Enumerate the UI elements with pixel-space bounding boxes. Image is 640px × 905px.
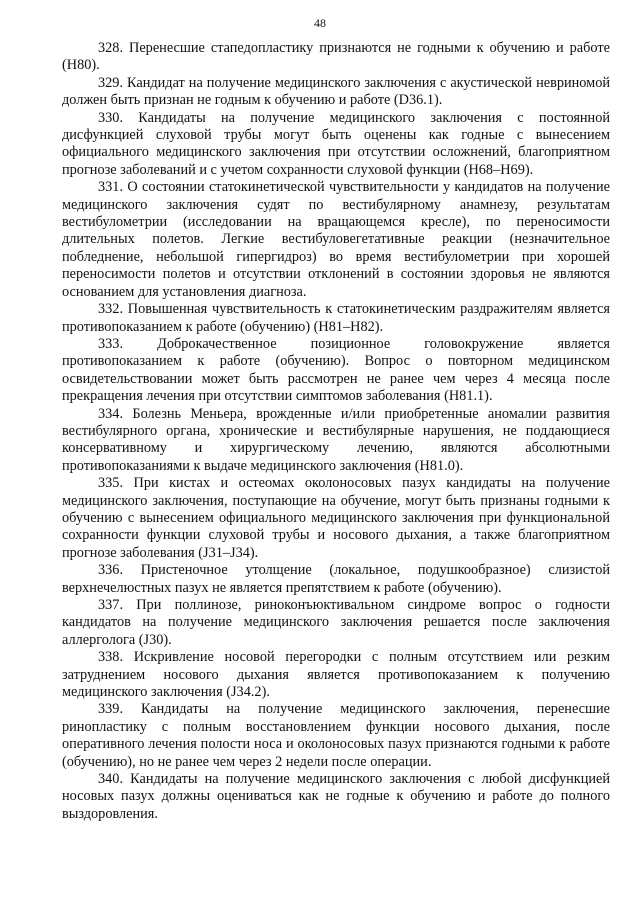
paragraph-331: 331. О состоянии статокинетической чувствительности у кандидатов на получение медицинского заключения судят по вестибулярному анамнезу, результатам вестибулометрии (исследовании на вращающемся кресле), по переносимости длительных полетов. Легкие вестибуловегетативные реакции (незначительное побледнение, небольшой гипергидроз) во время вестибулометрии при хорошей переносимости полетов и отсутствии отклонений в состоянии здоровья не являются основанием для установления диагноза. bbox=[62, 179, 610, 300]
page-number: 48 bbox=[314, 16, 326, 30]
paragraph-339: 339. Кандидаты на получение медицинского заключения, перенесшие ринопластику с полным восстановлением функции носового дыхания, после оперативного лечения полости носа и околоносовых пазух признаются годными к работе (обучению), но не ранее чем через 2 недели после операции. bbox=[62, 701, 610, 770]
paragraph-328: 328. Перенесшие стапедопластику признаются не годными к обучению и работе (H80). bbox=[62, 40, 610, 74]
paragraph-335: 335. При кистах и остеомах околоносовых пазух кандидаты на получение медицинского заключения, поступающие на обучение, могут быть признаны годными к обучению с вынесением официального медицинского заключения при функциональной сохранности функции слуховой трубы и носового дыхания, а также благоприятном прогнозе заболевания (J31–J34). bbox=[62, 475, 610, 561]
paragraph-330: 330. Кандидаты на получение медицинского заключения с постоянной дисфункцией слуховой трубы могут быть оценены как годные с вынесением официального медицинского заключения при отсутствии осложнений, благоприятном прогнозе заболеваний и с учетом сохранности слуховой функции (H68–H69). bbox=[62, 109, 610, 178]
paragraph-338: 338. Искривление носовой перегородки с полным отсутствием или резким затруднением носового дыхания является противопоказанием к получению медицинского заключения (J34.2). bbox=[62, 649, 610, 701]
paragraph-336: 336. Пристеночное утолщение (локальное, подушкообразное) слизистой верхнечелюстных пазух не является препятствием к работе (обучению). bbox=[62, 562, 610, 596]
paragraph-333: 333. Доброкачественное позиционное головокружение является противопоказанием к работе (обучению). Вопрос о повторном медицинском освидетельствовании может быть рассмотрен не ранее чем через 4 месяца после прекращения лечения при отсутствии симптомов заболевания (H81.1). bbox=[62, 335, 610, 405]
paragraph-337: 337. При поллинозе, риноконъюктивальном синдроме вопрос о годности кандидатов на получение медицинского заключения решается после заключения аллерголога (J30). bbox=[62, 597, 610, 648]
paragraph-332: 332. Повышенная чувствительность к статокинетическим раздражителям является противопоказанием к работе (обучению) (H81–H82). bbox=[62, 301, 610, 335]
paragraph-329: 329. Кандидат на получение медицинского заключения с акустической невриномой должен быть признан не годным к обучению и работе (D36.1). bbox=[62, 74, 610, 109]
paragraph-340: 340. Кандидаты на получение медицинского заключения с любой дисфункцией носовых пазух должны оцениваться как не годные к обучению и работе до полного выздоровления. bbox=[62, 771, 610, 822]
document-body bbox=[62, 40, 610, 823]
paragraph-334: 334. Болезнь Меньера, врожденные и/или приобретенные аномалии развития вестибулярного органа, хронические и вестибулярные нарушения, не поддающиеся консервативному и хирургическому лечению, являются абсолютными противопоказаниями к выдаче медицинского заключения (H81.0). bbox=[62, 405, 610, 474]
